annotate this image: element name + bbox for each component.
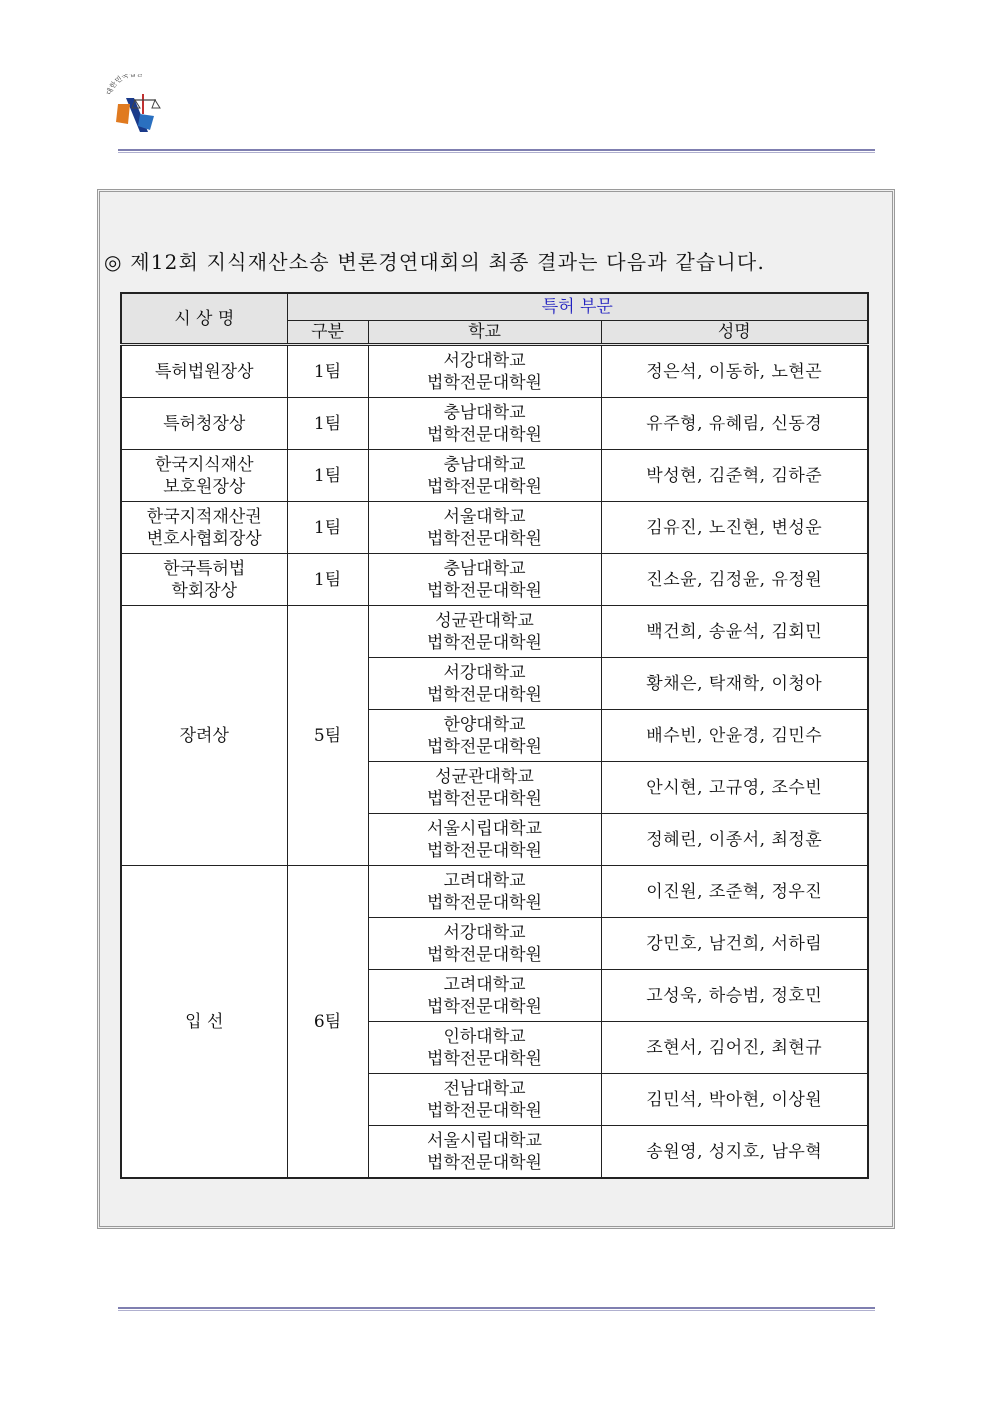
school-name: 법학전문대학원 bbox=[427, 684, 542, 705]
school-cell bbox=[368, 398, 601, 450]
school-name: 충남대학교 bbox=[443, 402, 526, 423]
school-cell bbox=[368, 658, 601, 710]
member-names: 안시현, 고규영, 조수빈 bbox=[601, 762, 868, 814]
school-cell bbox=[368, 762, 601, 814]
member-names: 유주형, 유혜림, 신동경 bbox=[601, 398, 868, 450]
school-name: 법학전문대학원 bbox=[427, 788, 542, 809]
school-name: 법학전문대학원 bbox=[427, 1048, 542, 1069]
school-name: 법학전문대학원 bbox=[427, 1100, 542, 1121]
member-names: 배수빈, 안윤경, 김민수 bbox=[601, 710, 868, 762]
table-row bbox=[121, 866, 868, 918]
award-cell bbox=[121, 606, 287, 866]
school-name: 법학전문대학원 bbox=[427, 892, 542, 913]
award-cell bbox=[121, 502, 287, 554]
header-school: 학교 bbox=[368, 321, 601, 345]
school-name: 충남대학교 bbox=[443, 454, 526, 475]
school-name: 법학전문대학원 bbox=[427, 528, 542, 549]
team-count: 1팀 bbox=[287, 345, 368, 398]
school-name: 법학전문대학원 bbox=[427, 476, 542, 497]
team-count: 1팀 bbox=[287, 450, 368, 502]
school-cell bbox=[368, 970, 601, 1022]
school-name: 법학전문대학원 bbox=[427, 372, 542, 393]
header-rule bbox=[118, 149, 875, 153]
school-name: 서울대학교 bbox=[443, 506, 526, 527]
award-cell bbox=[121, 450, 287, 502]
results-body bbox=[121, 345, 868, 1179]
award-name: 한국지적재산권 bbox=[146, 506, 262, 527]
member-names: 이진원, 조준혁, 정우진 bbox=[601, 866, 868, 918]
school-name: 법학전문대학원 bbox=[427, 424, 542, 445]
school-cell bbox=[368, 1074, 601, 1126]
table-row bbox=[121, 345, 868, 398]
school-cell bbox=[368, 606, 601, 658]
school-name: 법학전문대학원 bbox=[427, 736, 542, 757]
school-name: 법학전문대학원 bbox=[427, 944, 542, 965]
award-name: 변호사협회장상 bbox=[146, 528, 262, 549]
team-count: 6팀 bbox=[287, 866, 368, 1179]
school-cell bbox=[368, 450, 601, 502]
award-name: 한국특허법 bbox=[163, 558, 246, 579]
school-cell bbox=[368, 502, 601, 554]
team-count: 1팀 bbox=[287, 398, 368, 450]
member-names: 고성욱, 하승범, 정호민 bbox=[601, 970, 868, 1022]
member-names: 정혜린, 이종서, 최정훈 bbox=[601, 814, 868, 866]
page-heading: ◎ 제12회 지식재산소송 변론경연대회의 최종 결과는 다음과 같습니다. bbox=[104, 250, 765, 274]
member-names: 정은석, 이동하, 노현곤 bbox=[601, 345, 868, 398]
member-names: 황채은, 탁재학, 이청아 bbox=[601, 658, 868, 710]
school-name: 서울시립대학교 bbox=[427, 818, 542, 839]
award-name: 특허법원장상 bbox=[154, 361, 254, 382]
results-table bbox=[120, 292, 869, 1179]
school-name: 충남대학교 bbox=[443, 558, 526, 579]
award-cell bbox=[121, 554, 287, 606]
table-row bbox=[121, 450, 868, 502]
school-cell bbox=[368, 1022, 601, 1074]
team-count: 1팀 bbox=[287, 554, 368, 606]
member-names: 박성현, 김준혁, 김하준 bbox=[601, 450, 868, 502]
school-cell bbox=[368, 345, 601, 398]
school-cell bbox=[368, 918, 601, 970]
table-row bbox=[121, 398, 868, 450]
member-names: 송원영, 성지호, 남우혁 bbox=[601, 1126, 868, 1179]
table-row bbox=[121, 606, 868, 658]
member-names: 조현서, 김어진, 최현규 bbox=[601, 1022, 868, 1074]
school-cell bbox=[368, 554, 601, 606]
school-name: 법학전문대학원 bbox=[427, 1152, 542, 1173]
footer-rule bbox=[118, 1307, 875, 1311]
award-cell bbox=[121, 866, 287, 1179]
member-names: 진소윤, 김정윤, 유정원 bbox=[601, 554, 868, 606]
team-count: 1팀 bbox=[287, 502, 368, 554]
school-cell bbox=[368, 710, 601, 762]
school-name: 법학전문대학원 bbox=[427, 632, 542, 653]
school-name: 고려대학교 bbox=[443, 974, 526, 995]
school-name: 한양대학교 bbox=[443, 714, 526, 735]
court-logo bbox=[100, 74, 172, 138]
school-name: 법학전문대학원 bbox=[427, 996, 542, 1017]
school-name: 서울시립대학교 bbox=[427, 1130, 542, 1151]
logo-text: 대한민국법원 bbox=[105, 74, 144, 97]
school-name: 서강대학교 bbox=[443, 922, 526, 943]
school-name: 서강대학교 bbox=[443, 662, 526, 683]
member-names: 김유진, 노진현, 변성운 bbox=[601, 502, 868, 554]
member-names: 김민석, 박아현, 이상원 bbox=[601, 1074, 868, 1126]
school-name: 인하대학교 bbox=[443, 1026, 526, 1047]
school-cell bbox=[368, 1126, 601, 1179]
school-name: 전남대학교 bbox=[443, 1078, 526, 1099]
award-name: 입 선 bbox=[185, 1011, 224, 1032]
award-name: 학회장상 bbox=[171, 580, 238, 601]
table-row bbox=[121, 554, 868, 606]
award-name: 보호원장상 bbox=[163, 476, 246, 497]
school-name: 고려대학교 bbox=[443, 870, 526, 891]
school-cell bbox=[368, 866, 601, 918]
team-count: 5팀 bbox=[287, 606, 368, 866]
school-name: 성균관대학교 bbox=[435, 766, 534, 787]
school-name: 성균관대학교 bbox=[435, 610, 534, 631]
member-names: 백건희, 송윤석, 김회민 bbox=[601, 606, 868, 658]
award-cell bbox=[121, 398, 287, 450]
table-row bbox=[121, 502, 868, 554]
header-names: 성명 bbox=[601, 321, 868, 345]
award-name: 한국지식재산 bbox=[154, 454, 254, 475]
award-name: 특허청장상 bbox=[163, 413, 246, 434]
school-name: 법학전문대학원 bbox=[427, 840, 542, 861]
award-cell bbox=[121, 345, 287, 398]
court-scales-logo-icon bbox=[100, 74, 172, 138]
award-name: 장려상 bbox=[179, 725, 229, 746]
school-cell bbox=[368, 814, 601, 866]
member-names: 강민호, 남건희, 서하림 bbox=[601, 918, 868, 970]
header-award: 시 상 명 bbox=[121, 293, 287, 345]
header-team: 구분 bbox=[287, 321, 368, 345]
school-name: 법학전문대학원 bbox=[427, 580, 542, 601]
school-name: 서강대학교 bbox=[443, 350, 526, 371]
header-section: 특허 부문 bbox=[287, 293, 868, 321]
